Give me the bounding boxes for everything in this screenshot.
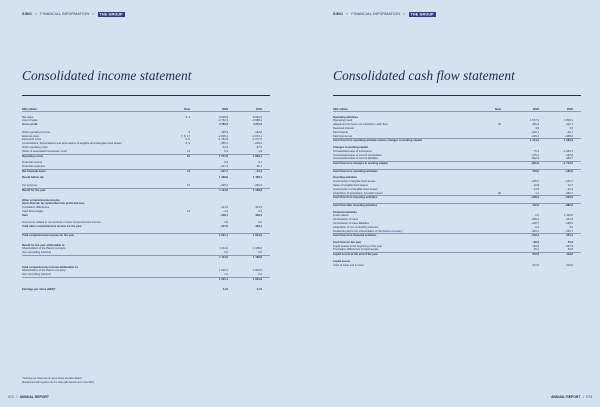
row-label: Amortisations, depreciations and write-downs of tangible and intangible fixed assets bbox=[22, 142, 122, 146]
row-value-current: 3,1 bbox=[535, 191, 539, 195]
row-label: Other operating costs bbox=[22, 145, 48, 149]
row-value-current: 372,6 bbox=[532, 263, 539, 267]
row-label: Operating activities bbox=[333, 115, 358, 119]
column-header-note: Note bbox=[495, 108, 501, 111]
footer-label: ANNUAL REPORT bbox=[551, 395, 581, 399]
row-label: Financial income bbox=[22, 161, 43, 165]
row-value-previous: 254,1 bbox=[566, 234, 573, 238]
row-label: Tax expense bbox=[22, 183, 38, 187]
row-value-previous: 0,0 bbox=[569, 225, 573, 229]
row-value-current: 1 001,1 bbox=[219, 278, 228, 282]
row-value-current: −147,3 bbox=[219, 164, 228, 168]
row-value-previous: 456,7 bbox=[566, 157, 573, 161]
row-value-previous: −10,3 bbox=[566, 187, 573, 191]
row-label: Sales of tangible fixed assets bbox=[333, 183, 368, 187]
row-value-current: −34,5 bbox=[221, 145, 228, 149]
row-value-previous: −32,7 bbox=[566, 130, 573, 134]
row-value-previous: −438,0 bbox=[564, 134, 573, 138]
row-value-previous: 0,0 bbox=[258, 273, 262, 277]
row-label: Cash flow from operating activities bbox=[333, 169, 378, 173]
row-value-current: −4,2 bbox=[222, 209, 228, 213]
row-value-current: 1 001,1 bbox=[219, 233, 228, 237]
row-value-previous: 0,41 bbox=[256, 287, 262, 291]
row-note: 11 bbox=[187, 169, 190, 173]
row-label: Non-controlling interests bbox=[22, 273, 51, 277]
row-value-previous: −34,4 bbox=[255, 169, 262, 173]
row-label: Amortisation of loans bbox=[333, 218, 359, 222]
row-label: Earnings per share (SEK)* bbox=[22, 287, 56, 291]
row-value-previous: 0,0 bbox=[258, 251, 262, 255]
footer-label: ANNUAL REPORT bbox=[19, 395, 49, 399]
row-label: Cash flow from operating activities before changes in working capital bbox=[333, 139, 422, 143]
row-value-previous: 0,4 bbox=[258, 209, 262, 213]
row-label: Amortisation of lease liabilities bbox=[333, 221, 369, 225]
row-note: 7, 8, 17 bbox=[181, 134, 190, 138]
row-value-previous: 51,9 bbox=[567, 240, 573, 244]
column-header-year-previous: 2022 bbox=[256, 108, 262, 111]
row-value-current: −592,3 bbox=[530, 157, 539, 161]
row-value-previous: −160,0 bbox=[564, 169, 573, 173]
row-value-previous: 1 604,9 bbox=[253, 269, 262, 273]
row-label: Increase/decrease of current receivables bbox=[333, 153, 382, 157]
row-value-current: 339,4 bbox=[532, 123, 539, 127]
row-label: Translation differences in liquid assets bbox=[333, 248, 379, 252]
row-value-current: 372,6 bbox=[532, 253, 539, 257]
footnote-eps: * Earnings per share are the same before and after dilution. bbox=[22, 378, 83, 380]
row-note: 5, 6 bbox=[185, 138, 190, 142]
page-header: SIMO // FINANCIAL INFORMATION // THE GROUP bbox=[22, 12, 123, 16]
row-label: Cash flow from investing activities bbox=[333, 196, 378, 200]
row-value-current: 1 114,5 bbox=[219, 255, 228, 259]
row-value-current: −595,2 bbox=[530, 218, 539, 222]
brand-name: SIMO bbox=[333, 12, 343, 16]
row-value-current: 742,9 bbox=[532, 203, 539, 207]
row-value-previous: 39,8 bbox=[567, 248, 573, 252]
title-divider bbox=[22, 95, 270, 96]
row-value-previous: −291,3 bbox=[253, 183, 262, 187]
row-value-current: −114,9 bbox=[219, 206, 228, 210]
row-spacer bbox=[22, 281, 270, 288]
row-label: Investments in tangible fixed assets bbox=[333, 180, 376, 184]
row-value-current: 1 114,0 bbox=[219, 247, 228, 251]
row-label: Cash flow for the year bbox=[333, 240, 362, 244]
income-statement-table bbox=[22, 108, 270, 292]
cash-flow-page bbox=[300, 0, 600, 407]
row-label: Increase/decrease of current liabilities bbox=[333, 157, 379, 161]
row-value-previous: 1 604,9 bbox=[253, 278, 262, 282]
page-number: 072 bbox=[8, 395, 14, 399]
row-value-previous: −1 077,4 bbox=[251, 138, 262, 142]
section-name: FINANCIAL INFORMATION bbox=[40, 12, 90, 16]
row-value-current: 1 577,6 bbox=[219, 154, 228, 158]
row-value-current: −325,4 bbox=[219, 183, 228, 187]
row-label: Net sales bbox=[22, 115, 34, 119]
row-note: 5 bbox=[188, 130, 190, 134]
section-name: FINANCIAL INFORMATION bbox=[351, 12, 401, 16]
row-value-current: −355,2 bbox=[219, 142, 228, 146]
column-header-label: SEK million bbox=[333, 108, 348, 111]
row-value-current: 9,6 bbox=[224, 161, 228, 165]
row-note: 14 bbox=[187, 209, 190, 213]
row-spacer bbox=[22, 192, 270, 199]
row-value-previous: 1,8 bbox=[258, 149, 262, 153]
row-label: Result for the year bbox=[22, 188, 46, 192]
row-label: Shareholders of the Parent company bbox=[22, 269, 66, 273]
row-value-current: 0,0 bbox=[535, 225, 539, 229]
row-note: 12 bbox=[187, 183, 190, 187]
row-label: Cash at bank and in hand bbox=[333, 263, 364, 267]
row-label: Liquid assets bbox=[333, 259, 351, 263]
row-value-previous: 419,6 bbox=[566, 263, 573, 267]
row-value-previous: 0,0 bbox=[258, 221, 262, 225]
title-divider bbox=[333, 95, 581, 96]
section-tag: THE GROUP bbox=[410, 12, 434, 16]
row-label: Non-controlling interests bbox=[22, 251, 51, 255]
column-header-year-current: 2023 bbox=[222, 108, 228, 111]
row-value-previous: −882,2 bbox=[564, 203, 573, 207]
row-value-previous: 1 583,2 bbox=[564, 139, 573, 143]
row-label: Liquid assets at the beginning of the year bbox=[333, 244, 383, 248]
row-value-previous: −335,7 bbox=[564, 229, 573, 233]
row-label: Investments in intangible fixed assets bbox=[333, 187, 378, 191]
row-value-current: 4 783,6 bbox=[219, 123, 228, 127]
row-label: Result for the year attributable to: bbox=[22, 243, 66, 247]
row-note: 13 bbox=[187, 149, 190, 153]
row-value-current: −14,8 bbox=[532, 187, 539, 191]
row-note: 26 bbox=[498, 191, 501, 195]
row-value-previous: −3 688,4 bbox=[251, 119, 262, 123]
row-value-current: −335,4 bbox=[530, 134, 539, 138]
table-row-total bbox=[22, 288, 270, 292]
row-label: Operating result bbox=[22, 154, 43, 158]
row-value-current: 0,0 bbox=[535, 214, 539, 218]
row-value-previous: 327,9 bbox=[566, 244, 573, 248]
row-value-previous: −138,5 bbox=[564, 221, 573, 225]
row-value-current: 419,6 bbox=[532, 244, 539, 248]
row-label: Increase/decrease of inventories bbox=[333, 149, 372, 153]
row-value-previous: 242,1 bbox=[566, 123, 573, 127]
page-number: 073 bbox=[586, 395, 592, 399]
row-note: 26 bbox=[498, 123, 501, 127]
row-label: Loans raised bbox=[333, 214, 349, 218]
row-label: Net financial items bbox=[22, 169, 46, 173]
row-value-current: 1 114,5 bbox=[219, 188, 228, 192]
row-label: Total other comprehensive income for the year bbox=[22, 225, 82, 229]
row-value-current: −1 152,8 bbox=[217, 138, 228, 142]
row-note: 10 bbox=[187, 154, 190, 158]
row-value-current: 1 577,6 bbox=[530, 119, 539, 123]
row-label: Changes in working capital bbox=[333, 145, 368, 149]
section-tag: THE GROUP bbox=[99, 12, 123, 16]
row-value-current: 753,0 bbox=[532, 169, 539, 173]
row-value-current: 9 515,9 bbox=[219, 115, 228, 119]
row-value-current: −137,7 bbox=[219, 169, 228, 173]
row-value-current: −226,0 bbox=[530, 196, 539, 200]
row-value-current: 10,9 bbox=[533, 183, 539, 187]
page-footer: ANNUAL REPORT // 073 bbox=[551, 395, 592, 399]
row-label: Other comprehensive income bbox=[22, 198, 60, 202]
row-label: Cash flow from financial activities bbox=[333, 234, 377, 238]
row-label: Adjustment for items not included in cash flow bbox=[333, 123, 388, 127]
row-label: Income tax related to components of other comprehensive income bbox=[22, 221, 101, 225]
column-header-label: SEK million bbox=[22, 108, 37, 111]
row-label: Acquisition of non-controlling interests bbox=[333, 225, 379, 229]
row-value-current: −4 732,3 bbox=[217, 119, 228, 123]
row-label: Total comprehensive income attributable to: bbox=[22, 265, 79, 269]
row-value-previous: −146,8 bbox=[564, 153, 573, 157]
row-value-current: 185,9 bbox=[221, 130, 228, 134]
page-header: SIMO // FINANCIAL INFORMATION // THE GROUP bbox=[333, 12, 434, 16]
row-value-previous: 3,7 bbox=[258, 161, 262, 165]
row-label: Received interest bbox=[333, 126, 354, 130]
row-value-previous: 132,8 bbox=[255, 130, 262, 134]
row-label: Financial expenses bbox=[22, 164, 46, 168]
row-label: Personnel costs bbox=[22, 138, 42, 142]
row-value-previous: 1 168,8 bbox=[253, 255, 262, 259]
row-label: Result before tax bbox=[22, 176, 44, 180]
page-footer: 072 // ANNUAL REPORT bbox=[8, 395, 49, 399]
row-value-previous: 3,6 bbox=[569, 126, 573, 130]
row-value-current: 1 444,9 bbox=[530, 139, 539, 143]
row-value-current: −148,7 bbox=[530, 221, 539, 225]
row-value-current: −1 845,4 bbox=[217, 134, 228, 138]
row-value-previous: −125,7 bbox=[564, 180, 573, 184]
row-label: Paid income tax bbox=[333, 134, 353, 138]
row-note: 3, 4 bbox=[185, 115, 190, 119]
row-value-current: 0,4 bbox=[224, 149, 228, 153]
row-label: Paid interest bbox=[333, 130, 348, 134]
page-title: Consolidated cash flow statement bbox=[333, 68, 515, 83]
row-label: Financial activities bbox=[333, 210, 357, 214]
row-value-current: −429,4 bbox=[530, 229, 539, 233]
row-value-previous: 419,6 bbox=[566, 253, 573, 257]
row-label: Sum bbox=[22, 213, 28, 217]
cash-flow-table bbox=[333, 108, 581, 267]
row-value-current: −140,7 bbox=[530, 130, 539, 134]
row-value-current: 0,5 bbox=[224, 251, 228, 255]
row-value-previous: −1 963,1 bbox=[562, 149, 573, 153]
row-label: Items that can be reclassified into profit and loss bbox=[22, 202, 85, 206]
row-value-current: −225,2 bbox=[530, 180, 539, 184]
row-note: 8, 9 bbox=[185, 142, 190, 146]
row-label: Other operating income bbox=[22, 130, 51, 134]
row-value-previous: −249,2 bbox=[253, 142, 262, 146]
row-value-previous: −1 973,1 bbox=[251, 134, 262, 138]
row-value-previous: 436,1 bbox=[255, 225, 262, 229]
row-value-previous: 4 372,2 bbox=[253, 123, 262, 127]
row-value-previous: 1 168,8 bbox=[253, 247, 262, 251]
column-header-note: Note bbox=[184, 108, 190, 111]
row-value-current: 0,41 bbox=[222, 287, 228, 291]
row-value-previous: −57,8 bbox=[255, 145, 262, 149]
row-value-previous: 10,7 bbox=[567, 183, 573, 187]
row-value-current: 35,1 bbox=[533, 248, 539, 252]
row-value-current: −175,1 bbox=[530, 153, 539, 157]
row-label: Operating result bbox=[333, 119, 353, 123]
row-label: Share of associated companies' profit bbox=[22, 149, 67, 153]
column-header-year-previous: 2022 bbox=[567, 108, 573, 111]
row-value-current: −82,5 bbox=[532, 240, 539, 244]
footnote-split: Restatement with regard to the 3:1 share split carried out in June 2023. bbox=[22, 381, 95, 384]
row-label: Gross profit bbox=[22, 123, 38, 127]
row-value-previous: 1 458,1 bbox=[253, 176, 262, 180]
row-value-previous: 436,3 bbox=[255, 213, 262, 217]
column-header-year-current: 2023 bbox=[533, 108, 539, 111]
row-label: Cash flow after investing activities bbox=[333, 203, 378, 207]
row-value-previous: 1 400,0 bbox=[564, 214, 573, 218]
row-value-current: 3,6 bbox=[535, 126, 539, 130]
row-label: Total comprehensive income for the year bbox=[22, 233, 75, 237]
row-value-current: 1 000,1 bbox=[219, 269, 228, 273]
row-value-current: 75,4 bbox=[533, 149, 539, 153]
row-value-current: −723,4 bbox=[530, 234, 539, 238]
table-row bbox=[333, 264, 581, 268]
row-value-current: 0,8 bbox=[224, 221, 228, 225]
row-label: Cash flow hedges bbox=[22, 209, 44, 213]
row-label: Acquisition of operations, net cash impact bbox=[333, 191, 383, 195]
row-label: Shareholders of the Parent company bbox=[22, 247, 66, 251]
row-value-previous: 434,5 bbox=[255, 206, 262, 210]
row-value-previous: −1 743,2 bbox=[562, 162, 573, 166]
row-value-current: 1 439,9 bbox=[219, 176, 228, 180]
row-value-previous: −522,0 bbox=[564, 196, 573, 200]
row-value-previous: −38,1 bbox=[255, 164, 262, 168]
row-value-previous: 8 060,6 bbox=[253, 115, 262, 119]
row-label: Cash flow from changes in working capital bbox=[333, 162, 388, 166]
row-label: External costs bbox=[22, 134, 39, 138]
row-value-current: −691,9 bbox=[530, 162, 539, 166]
row-label: Translation differences bbox=[22, 206, 50, 210]
page-title: Consolidated income statement bbox=[22, 68, 192, 83]
row-value-previous: 1 604,9 bbox=[253, 233, 262, 237]
row-spacer bbox=[22, 237, 270, 244]
row-value-previous: 1 168,8 bbox=[253, 188, 262, 192]
row-value-current: 1,0 bbox=[224, 273, 228, 277]
row-value-current: −117,9 bbox=[219, 225, 228, 229]
row-label: Dividends paid to the shareholders of the Parent company bbox=[333, 229, 403, 233]
brand-name: SIMO bbox=[22, 12, 32, 16]
row-value-previous: −396,7 bbox=[564, 191, 573, 195]
row-value-current: −118,7 bbox=[219, 213, 228, 217]
row-label: Investing activities bbox=[333, 176, 358, 180]
row-value-previous: 1 808,1 bbox=[564, 119, 573, 123]
row-value-previous: −111,9 bbox=[565, 218, 573, 222]
row-spacer bbox=[22, 259, 270, 266]
row-value-previous: 1 808,1 bbox=[253, 154, 262, 158]
row-label: Cost of sales bbox=[22, 119, 38, 123]
row-label: Liquid assets at the end of the year bbox=[333, 253, 378, 257]
